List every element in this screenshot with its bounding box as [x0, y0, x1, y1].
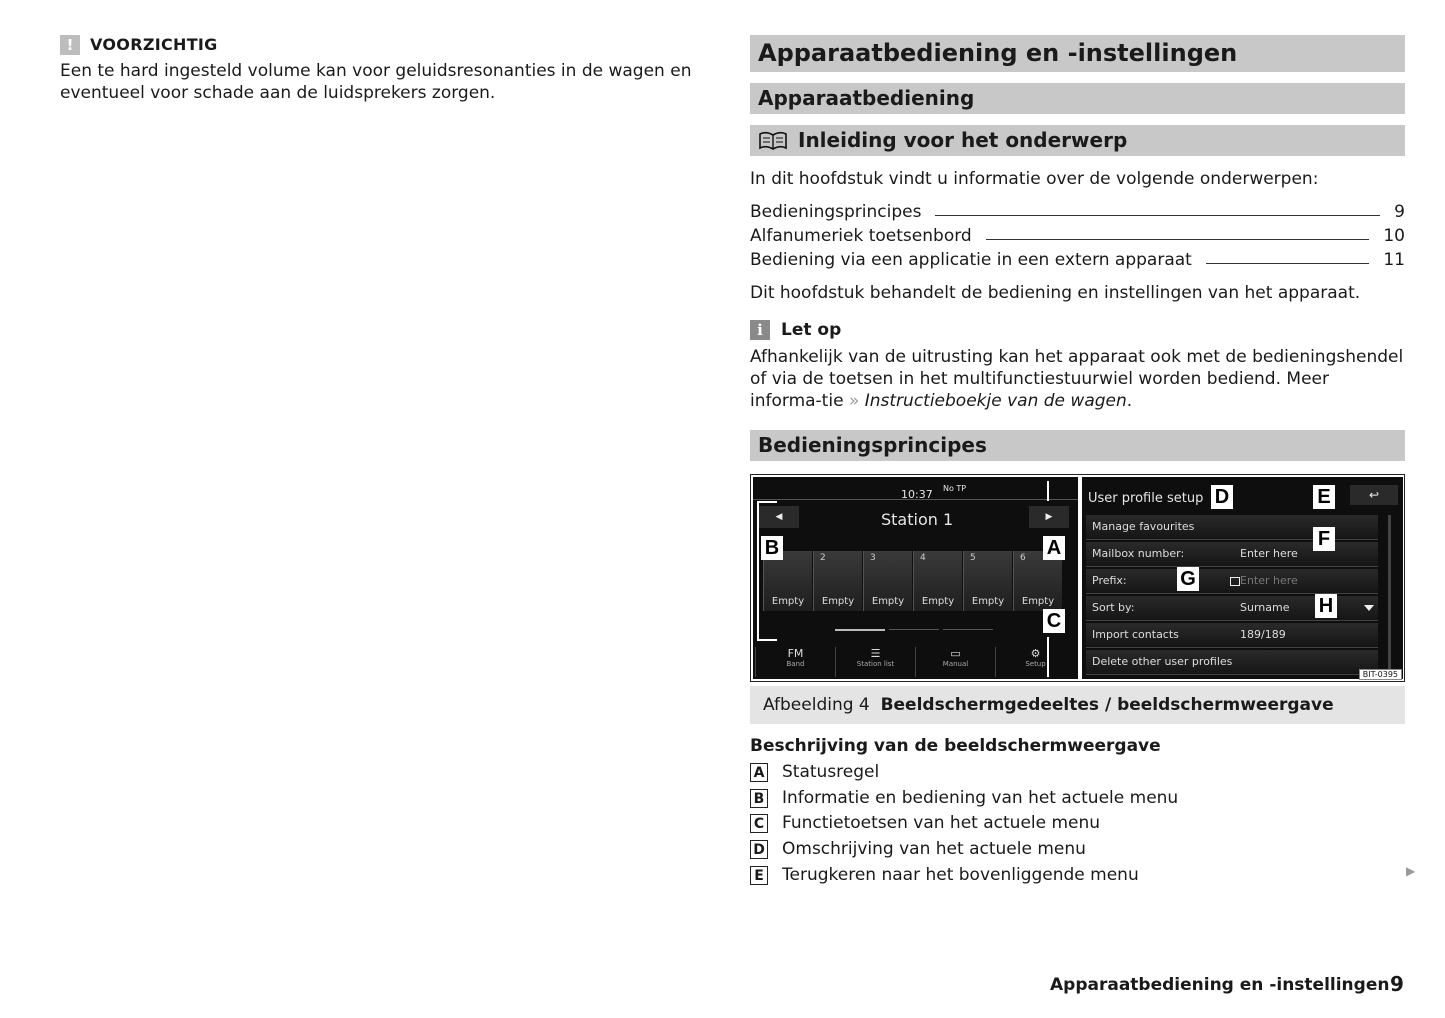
button-label: Station list — [856, 660, 895, 668]
intro-text: In dit hoofdstuk vindt u informatie over de volgende onderwerpen: — [750, 169, 1319, 189]
callout-a: A — [1043, 536, 1065, 560]
toc-entry[interactable] — [750, 222, 1405, 246]
figure-code: BIT-0395 — [1359, 669, 1402, 680]
preset-button[interactable] — [913, 551, 962, 611]
row-value: Enter here — [1240, 547, 1298, 560]
prev-station-button[interactable]: ◀ — [759, 506, 799, 528]
callout-c: C — [1043, 609, 1065, 633]
note-title: Let op — [781, 320, 842, 340]
subsection-heading: Bedieningsprincipes — [750, 430, 1405, 461]
list-icon: ☰ — [870, 647, 881, 660]
bracket-line — [757, 639, 777, 641]
topic-heading — [750, 125, 1405, 156]
menu-title: User profile setup — [1088, 491, 1204, 506]
toc-leader — [986, 239, 1370, 240]
row-label: Mailbox number: — [1092, 547, 1185, 560]
preset-label: Empty — [1021, 596, 1055, 607]
footer-title: Apparaatbediening en -instellingen — [1050, 975, 1390, 995]
caution-title: VOORZICHTIG — [90, 35, 218, 54]
legend-item — [750, 864, 1139, 886]
caution-text: Een te hard ingesteld volume kan voor geluidsresonanties in de wagen en eventueel voor schade aan de luidsprekers zorgen. — [60, 61, 692, 103]
button-label: Manual — [942, 660, 969, 668]
toc-page: 9 — [1394, 202, 1405, 222]
preset-number: 6 — [1020, 553, 1026, 563]
row-value: Enter here — [1240, 574, 1298, 587]
toc-label: Bedieningsprincipes — [750, 202, 922, 222]
callout-h: H — [1315, 594, 1337, 618]
continue-arrow-icon: ▶ — [1406, 864, 1416, 878]
button-label: Setup — [1025, 660, 1046, 668]
topic-heading-text: Inleiding voor het onderwerp — [798, 128, 1128, 152]
legend-text: Omschrijving van het actuele menu — [782, 839, 1086, 859]
toc-leader — [1206, 263, 1370, 264]
fm-icon: FM — [787, 647, 804, 660]
station-list-button[interactable] — [835, 647, 915, 677]
preset-button[interactable] — [813, 551, 862, 611]
screen-figure — [750, 474, 1405, 682]
preset-number: 5 — [970, 553, 976, 563]
tuner-icon: ▭ — [950, 647, 961, 660]
callout-d: D — [1211, 485, 1233, 509]
legend-key: A — [750, 763, 768, 782]
book-icon — [758, 131, 788, 151]
legend-key: B — [750, 789, 768, 808]
radio-screen — [753, 477, 1078, 679]
clock: 10:37 — [901, 488, 933, 501]
legend-text: Functietoetsen van het actuele menu — [782, 813, 1101, 833]
preset-label: Empty — [971, 596, 1005, 607]
legend-key: C — [750, 814, 768, 833]
legend-item — [750, 761, 879, 783]
menu-row[interactable] — [1086, 650, 1378, 675]
toc-page: 10 — [1383, 226, 1405, 246]
callout-e: E — [1313, 485, 1335, 509]
page-indicator — [943, 629, 993, 630]
scrollbar[interactable] — [1388, 515, 1391, 675]
caution-icon: ! — [60, 35, 80, 55]
reference-arrow: » — [848, 391, 860, 411]
row-label: Prefix: — [1092, 574, 1127, 587]
toc-entry[interactable] — [750, 198, 1405, 222]
back-button[interactable] — [1350, 485, 1398, 505]
preset-label: Empty — [771, 596, 805, 607]
row-value: 189/189 — [1240, 628, 1286, 641]
toc-leader — [935, 215, 1380, 216]
legend-key: E — [750, 866, 768, 885]
profile-screen — [1082, 477, 1403, 679]
callout-f: F — [1313, 527, 1335, 551]
row-label: Delete other user profiles — [1092, 655, 1233, 668]
figure-caption — [750, 686, 1405, 724]
menu-row[interactable] — [1086, 623, 1378, 648]
note-text-end: . — [1126, 391, 1133, 411]
bracket-line — [757, 501, 759, 641]
description-title: Beschrijving van de beeldschermweergave — [750, 736, 1161, 756]
legend-item — [750, 838, 1086, 860]
preset-number: 3 — [870, 553, 876, 563]
preset-label: Empty — [821, 596, 855, 607]
row-value: Surname — [1240, 601, 1290, 614]
preset-button[interactable] — [963, 551, 1012, 611]
note-reference[interactable]: Instructieboekje van de wagen — [864, 391, 1127, 411]
caption-title: Beeldschermgedeeltes / beeldschermweergave — [880, 695, 1334, 715]
row-label: Manage favourites — [1092, 520, 1195, 533]
band-button[interactable] — [755, 647, 835, 677]
note-text-main: Afhankelijk van de uitrusting kan het apparaat ook met de bedieningshendel of via de toetsen in het multifunctiestuurwiel worden bediend. Meer informa-tie — [750, 347, 1404, 411]
caption-prefix: Afbeelding 4 — [763, 695, 870, 715]
note-text — [750, 346, 1405, 412]
row-label: Sort by: — [1092, 601, 1135, 614]
legend-key: D — [750, 840, 768, 859]
legend-text: Terugkeren naar het bovenliggende menu — [782, 865, 1139, 885]
legend-text: Informatie en bediening van het actuele menu — [782, 788, 1179, 808]
bracket-line — [1047, 637, 1049, 677]
page-indicator — [889, 629, 939, 630]
preset-number: 2 — [820, 553, 826, 563]
next-station-button[interactable]: ▶ — [1029, 506, 1069, 528]
preset-label: Empty — [921, 596, 955, 607]
preset-button[interactable] — [863, 551, 912, 611]
chapter-heading: Apparaatbediening en -instellingen — [750, 35, 1405, 72]
back-icon: ↩ — [1368, 488, 1380, 502]
gear-icon: ⚙ — [1030, 647, 1041, 660]
row-label: Import contacts — [1092, 628, 1179, 641]
toc-page: 11 — [1383, 250, 1405, 270]
preset-label: Empty — [871, 596, 905, 607]
legend-text: Statusregel — [782, 762, 880, 782]
preset-button[interactable] — [763, 551, 812, 611]
toc-entry[interactable] — [750, 246, 1405, 270]
checkbox-icon — [1230, 577, 1240, 586]
setup-button[interactable] — [995, 647, 1075, 677]
chapter-text: Dit hoofdstuk behandelt de bediening en instellingen van het apparaat. — [750, 283, 1361, 303]
toc-label: Bediening via een applicatie in een extern apparaat — [750, 250, 1192, 270]
callout-b: B — [761, 536, 783, 560]
page-number: 9 — [1390, 972, 1404, 996]
callout-g: G — [1177, 567, 1199, 591]
section-heading: Apparaatbediening — [750, 83, 1405, 114]
button-label: Band — [786, 660, 805, 668]
legend-item — [750, 787, 1178, 809]
info-icon: i — [750, 320, 770, 340]
toc-label: Alfanumeriek toetsenbord — [750, 226, 972, 246]
station-name: Station 1 — [881, 510, 954, 529]
preset-number: 4 — [920, 553, 926, 563]
bracket-line — [1047, 481, 1049, 501]
preset-button[interactable] — [1013, 551, 1062, 611]
tp-status: No TP — [943, 484, 967, 493]
manual-button[interactable] — [915, 647, 995, 677]
bracket-line — [757, 501, 777, 503]
page-indicator-active — [835, 629, 885, 631]
legend-item — [750, 812, 1100, 834]
dropdown-arrow-icon[interactable] — [1364, 605, 1374, 611]
